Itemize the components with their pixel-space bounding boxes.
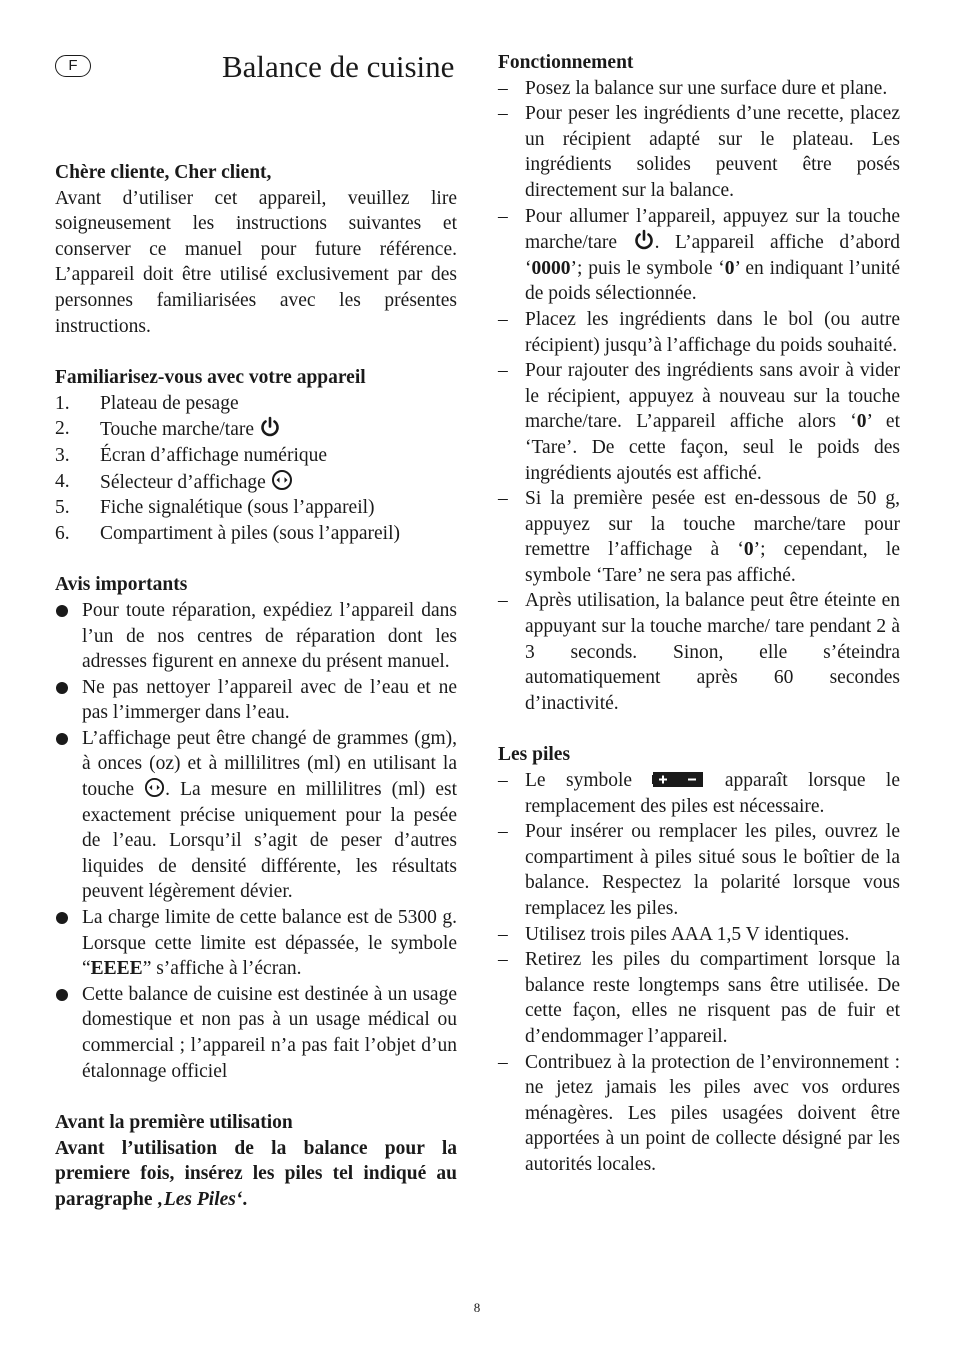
list-item: – Contribuez à la protection de l’environnement : ne jetez jamais les piles avec vos ordures ménagères. Les piles usagées doivent être apportées à un point de collecte désigné par les autorités locales. [498, 1050, 900, 1178]
right-column [498, 50, 900, 1178]
list-item: 5. Fiche signalétique (sous l’appareil) [55, 497, 375, 519]
notices-heading: Avis importants [55, 574, 188, 596]
operation-list [498, 76, 900, 717]
language-badge: F [55, 55, 91, 77]
list-item: 1. Plateau de pesage [55, 392, 239, 414]
list-item: – Posez la balance sur une surface dure et plane. [498, 76, 900, 102]
list-item: Cette balance de cuisine est destinée à un usage domestique et non pas à un usage médical ou commercial ; l’appareil n’a pas fait l’objet d’un étalonnage officiel [55, 982, 457, 1084]
list-item: – Utilisez trois piles AAA 1,5 V identiques. [498, 922, 900, 948]
notices-list [55, 598, 457, 1084]
list-item: 6. Compartiment à piles (sous l’appareil) [55, 522, 401, 544]
left-column [55, 160, 457, 1213]
list-item: – Pour peser les ingrédients d’une recette, placez un récipient adapté sur le plateau. Les ingrédients solides peuvent être posés directement sur la balance. [498, 101, 900, 203]
list-item: – Après utilisation, la balance peut être éteinte en appuyant sur la touche marche/ tare pendant 2 à 3 seconds. Sinon, elle s’éteindra automatiquement après 60 secondes d’inactivité. [498, 588, 900, 716]
greeting: Chère cliente, Cher client, [55, 162, 272, 183]
list-item: – Retirez les piles du compartiment lorsque la balance reste longtemps sans être utilisée. De cette façon, elles ne risquent pas de fuir et d’endommager l’appareil. [498, 947, 900, 1049]
battery-icon [652, 769, 704, 789]
list-item: La charge limite de cette balance est de 5300 g. Lorsque cette limite est dépassée, le symbole “EEEE” s’affiche à l’écran. [55, 905, 457, 982]
list-item: 3. Écran d’affichage numérique [55, 444, 328, 466]
list-item: – Si la première pesée est en-dessous de 50 g, appuyez sur la touche marche/tare pour remettre l’affichage à ‘0’; cependant, le symbole ‘Tare’ ne sera pas affiché. [498, 486, 900, 588]
familiarize-heading: Familiarisez-vous avec votre appareil [55, 367, 366, 389]
batteries-heading: Les piles [498, 744, 571, 766]
list-item: L’affichage peut être changé de grammes (gm), à onces (oz) et à millilitres (ml) en utilisant la touche . La mesure en millilitres (ml) est exactement précise uniquement pour la pesée de l’eau. Lorsqu’il s’agit de peser d’autres liquides de densité différente, les résultats peuvent légèrement dévier. [55, 726, 457, 905]
list-item: 2. Touche marche/tare [55, 416, 457, 443]
list-item: – Pour allumer l’appareil, appuyez sur la touche marche/tare . L’appareil affiche d’abord ‘0000’; puis le symbole ‘0’ en indiquant l’unité de poids sélectionnée. [498, 204, 900, 307]
operation-heading: Fonctionnement [498, 52, 634, 73]
power-icon [633, 229, 655, 251]
unit-selector-icon [144, 777, 165, 798]
list-item: 4. Sélecteur d’affichage [55, 469, 457, 496]
list-item: Ne pas nettoyer l’appareil avec de l’eau et ne pas l’immerger dans l’eau. [55, 675, 457, 726]
batteries-list [498, 768, 900, 1178]
page-title: Balance de cuisine [222, 49, 455, 84]
unit-selector-icon [271, 469, 293, 491]
page-number: 8 [473, 1300, 481, 1315]
list-item: – Pour insérer ou remplacer les piles, ouvrez le compartiment à piles situé sous le boîtier de la balance. Respectez la polarité lorsque vous remplacez les piles. [498, 819, 900, 921]
list-item: Pour toute réparation, expédiez l’appareil dans l’un de nos centres de réparation dont les adresses figurent en annexe du présent manuel. [55, 598, 457, 675]
parts-list [55, 391, 457, 547]
intro-paragraph: Avant d’utiliser cet appareil, veuillez lire soigneusement les instructions suivantes et conserver ce manuel pour future référence. L’appareil doit être utilisé exclusivement par des personnes familiarisées avec les présentes instructions. [55, 187, 457, 337]
list-item: – Le symbole apparaît lorsque le remplacement des piles est nécessaire. [498, 768, 900, 819]
power-icon [259, 416, 281, 438]
list-item: – Pour rajouter des ingrédients sans avoir à vider le récipient, appuyez à nouveau sur la touche marche/tare. L’appareil affiche alors ‘0’ et ‘Tare’. De cette façon, seul le poids des ingrédients ajoutés est affiché. [498, 358, 900, 486]
list-item: – Placez les ingrédients dans le bol (ou autre récipient) jusqu’à l’affichage du poids souhaité. [498, 307, 900, 358]
first-use-heading: Avant la première utilisation [55, 1112, 293, 1134]
first-use-paragraph: Avant l’utilisation de la balance pour la premiere fois, insérez les piles tel indiqué au paragraphe ‚Les Piles‘. [55, 1137, 457, 1210]
